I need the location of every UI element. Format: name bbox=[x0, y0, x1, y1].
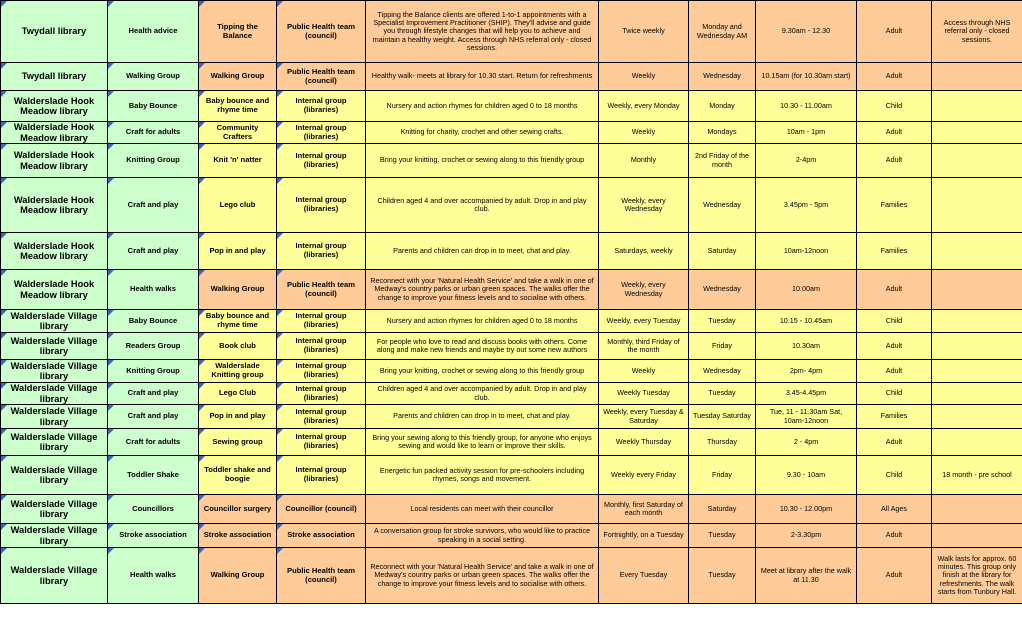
audience-cell[interactable]: Child bbox=[857, 310, 932, 333]
frequency-cell[interactable]: Weekly, every Tuesday bbox=[599, 310, 689, 333]
day-cell[interactable]: Tuesday bbox=[689, 548, 756, 604]
day-cell[interactable]: Thursday bbox=[689, 429, 756, 456]
frequency-cell[interactable]: Monthly bbox=[599, 144, 689, 178]
day-cell[interactable]: 2nd Friday of the month bbox=[689, 144, 756, 178]
table-row bbox=[1, 429, 1022, 456]
table-row bbox=[1, 270, 1022, 310]
notes-cell[interactable]: Access through NHS referral only - closed sessions. bbox=[932, 1, 1022, 63]
table-row bbox=[1, 333, 1022, 360]
category-cell[interactable]: Toddler Shake bbox=[108, 456, 199, 495]
category-cell[interactable]: Knitting Group bbox=[108, 360, 199, 383]
table-row bbox=[1, 1, 1022, 63]
description-cell[interactable]: Bring your knitting, crochet or sewing along to this friendly group bbox=[366, 144, 599, 178]
day-cell[interactable]: Friday bbox=[689, 456, 756, 495]
description-cell[interactable]: For people who love to read and discuss books with others. Come along and make new friends and maybe try out some new authors bbox=[366, 333, 599, 360]
frequency-cell[interactable]: Weekly, every Tuesday & Saturday bbox=[599, 405, 689, 429]
activity-name-cell[interactable]: Baby bounce and rhyme time bbox=[199, 91, 277, 122]
activity-name-cell[interactable]: Walking Group bbox=[199, 63, 277, 91]
frequency-cell[interactable]: Weekly bbox=[599, 63, 689, 91]
notes-cell[interactable] bbox=[932, 270, 1022, 310]
activity-name-cell[interactable]: Walking Group bbox=[199, 270, 277, 310]
audience-cell[interactable]: Adult bbox=[857, 548, 932, 604]
library-cell[interactable]: Walderslade Village library bbox=[1, 405, 108, 429]
time-cell[interactable]: 10.15am (for 10.30am start) bbox=[756, 63, 857, 91]
category-cell[interactable]: Councillors bbox=[108, 495, 199, 524]
audience-cell[interactable]: Child bbox=[857, 91, 932, 122]
activity-name-cell[interactable]: Lego Club bbox=[199, 383, 277, 405]
activity-name-cell[interactable]: Walking Group bbox=[199, 548, 277, 604]
library-cell[interactable]: Twydall library bbox=[1, 63, 108, 91]
activity-name-cell[interactable]: Toddler shake and boogie bbox=[199, 456, 277, 495]
audience-cell[interactable]: Families bbox=[857, 178, 932, 233]
audience-cell[interactable]: Adult bbox=[857, 63, 932, 91]
audience-cell[interactable]: Adult bbox=[857, 1, 932, 63]
notes-cell[interactable] bbox=[932, 333, 1022, 360]
audience-cell[interactable]: Child bbox=[857, 383, 932, 405]
table-row bbox=[1, 360, 1022, 383]
time-cell[interactable]: 3.45-4.45pm bbox=[756, 383, 857, 405]
organiser-cell[interactable]: Internal group (libraries) bbox=[277, 122, 366, 144]
notes-cell[interactable] bbox=[932, 524, 1022, 548]
notes-cell[interactable] bbox=[932, 63, 1022, 91]
organiser-cell[interactable]: Internal group (libraries) bbox=[277, 310, 366, 333]
description-cell[interactable]: Parents and children can drop in to meet, chat and play. bbox=[366, 405, 599, 429]
time-cell[interactable]: 10.30 - 12.00pm bbox=[756, 495, 857, 524]
category-cell[interactable]: Stroke association bbox=[108, 524, 199, 548]
notes-cell[interactable]: Walk lasts for approx. 60 minutes. This group only finish at the library for refreshments. The walk starts from Tunbury Hall. bbox=[932, 548, 1022, 604]
activity-name-cell[interactable]: Lego club bbox=[199, 178, 277, 233]
table-row bbox=[1, 495, 1022, 524]
category-cell[interactable]: Knitting Group bbox=[108, 144, 199, 178]
audience-cell[interactable]: Adult bbox=[857, 333, 932, 360]
frequency-cell[interactable]: Weekly every Friday bbox=[599, 456, 689, 495]
day-cell[interactable]: Friday bbox=[689, 333, 756, 360]
time-cell[interactable]: Tue, 11 - 11.30am Sat, 10am-12noon bbox=[756, 405, 857, 429]
day-cell[interactable]: Tuesday bbox=[689, 383, 756, 405]
day-cell[interactable]: Monday bbox=[689, 91, 756, 122]
audience-cell[interactable]: Adult bbox=[857, 144, 932, 178]
audience-cell[interactable]: Adult bbox=[857, 360, 932, 383]
organiser-cell[interactable]: Public Health team (council) bbox=[277, 63, 366, 91]
library-cell[interactable]: Walderslade Village library bbox=[1, 429, 108, 456]
organiser-cell[interactable]: Internal group (libraries) bbox=[277, 333, 366, 360]
time-cell[interactable]: 2-3.30pm bbox=[756, 524, 857, 548]
organiser-cell[interactable]: Internal group (libraries) bbox=[277, 360, 366, 383]
notes-cell[interactable] bbox=[932, 405, 1022, 429]
audience-cell[interactable]: Child bbox=[857, 456, 932, 495]
activity-name-cell[interactable]: Baby bounce and rhyme time bbox=[199, 310, 277, 333]
time-cell[interactable]: 2-4pm bbox=[756, 144, 857, 178]
frequency-cell[interactable]: Weekly, every Monday bbox=[599, 91, 689, 122]
description-cell[interactable]: Parents and children can drop in to meet, chat and play. bbox=[366, 233, 599, 270]
day-cell[interactable]: Saturday bbox=[689, 233, 756, 270]
activity-name-cell[interactable]: Stroke association bbox=[199, 524, 277, 548]
organiser-cell[interactable]: Internal group (libraries) bbox=[277, 91, 366, 122]
table-row bbox=[1, 310, 1022, 333]
frequency-cell[interactable]: Every Tuesday bbox=[599, 548, 689, 604]
time-cell[interactable]: 10am - 1pm bbox=[756, 122, 857, 144]
frequency-cell[interactable]: Fortnightly, on a Tuesday bbox=[599, 524, 689, 548]
frequency-cell[interactable]: Weekly Thursday bbox=[599, 429, 689, 456]
description-cell[interactable]: Energetic fun packed activity session for pre-schoolers including rhymes, songs and movement. bbox=[366, 456, 599, 495]
library-cell[interactable]: Walderslade Village library bbox=[1, 333, 108, 360]
organiser-cell[interactable]: Internal group (libraries) bbox=[277, 429, 366, 456]
description-cell[interactable]: Nursery and action rhymes for children aged 0 to 18 months bbox=[366, 310, 599, 333]
category-cell[interactable]: Health walks bbox=[108, 548, 199, 604]
table-row bbox=[1, 63, 1022, 91]
notes-cell[interactable] bbox=[932, 360, 1022, 383]
category-cell[interactable]: Craft and play bbox=[108, 383, 199, 405]
organiser-cell[interactable]: Internal group (libraries) bbox=[277, 456, 366, 495]
table-row bbox=[1, 122, 1022, 144]
notes-cell[interactable] bbox=[932, 122, 1022, 144]
category-cell[interactable]: Walking Group bbox=[108, 63, 199, 91]
category-cell[interactable]: Readers Group bbox=[108, 333, 199, 360]
time-cell[interactable]: 10.30 - 11.00am bbox=[756, 91, 857, 122]
description-cell[interactable]: Tipping the Balance clients are offered 1-to-1 appointments with a Specialist Improvement Practitioner (SHIP). They'll advise and guide you through lifestyle changes that will help you to achieve and maintain a healthy weight. Access through NHS referral only - closed sessions. bbox=[366, 1, 599, 63]
description-cell[interactable]: Bring your sewing along to this friendly group, for anyone who enjoys sewing and would like to learn or improve their skills. bbox=[366, 429, 599, 456]
activity-name-cell[interactable]: Sewing group bbox=[199, 429, 277, 456]
library-cell[interactable]: Walderslade Hook Meadow library bbox=[1, 122, 108, 144]
time-cell[interactable]: 2pm- 4pm bbox=[756, 360, 857, 383]
description-cell[interactable]: Bring your knitting, crochet or sewing along to this friendly group bbox=[366, 360, 599, 383]
table-row bbox=[1, 456, 1022, 495]
library-cell[interactable]: Walderslade Village library bbox=[1, 360, 108, 383]
time-cell[interactable]: 9.30am - 12.30 bbox=[756, 1, 857, 63]
time-cell[interactable]: 10.00am bbox=[756, 270, 857, 310]
audience-cell[interactable]: All Ages bbox=[857, 495, 932, 524]
time-cell[interactable]: 10.15 - 10.45am bbox=[756, 310, 857, 333]
frequency-cell[interactable]: Monthly, first Saturday of each month bbox=[599, 495, 689, 524]
activity-name-cell[interactable]: Book club bbox=[199, 333, 277, 360]
time-cell[interactable]: 2 - 4pm bbox=[756, 429, 857, 456]
organiser-cell[interactable]: Internal group (libraries) bbox=[277, 178, 366, 233]
day-cell[interactable]: Tuesday Saturday bbox=[689, 405, 756, 429]
table-row bbox=[1, 91, 1022, 122]
day-cell[interactable]: Monday and Wednesday AM bbox=[689, 1, 756, 63]
category-cell[interactable]: Health advice bbox=[108, 1, 199, 63]
notes-cell[interactable] bbox=[932, 178, 1022, 233]
audience-cell[interactable]: Adult bbox=[857, 270, 932, 310]
time-cell[interactable]: 10.30am bbox=[756, 333, 857, 360]
time-cell[interactable]: 3.45pm - 5pm bbox=[756, 178, 857, 233]
notes-cell[interactable] bbox=[932, 310, 1022, 333]
day-cell[interactable]: Wednesday bbox=[689, 63, 756, 91]
activity-name-cell[interactable]: Community Crafters bbox=[199, 122, 277, 144]
description-cell[interactable]: Children aged 4 and over accompanied by adult. Drop in and play club. bbox=[366, 383, 599, 405]
organiser-cell[interactable]: Internal group (libraries) bbox=[277, 383, 366, 405]
notes-cell[interactable] bbox=[932, 429, 1022, 456]
organiser-cell[interactable]: Internal group (libraries) bbox=[277, 405, 366, 429]
category-cell[interactable]: Craft and play bbox=[108, 178, 199, 233]
library-cell[interactable]: Walderslade Hook Meadow library bbox=[1, 178, 108, 233]
category-cell[interactable]: Craft for adults bbox=[108, 429, 199, 456]
library-cell[interactable]: Walderslade Village library bbox=[1, 383, 108, 405]
frequency-cell[interactable]: Saturdays, weekly bbox=[599, 233, 689, 270]
category-cell[interactable]: Baby Bounce bbox=[108, 310, 199, 333]
activity-name-cell[interactable]: Knit 'n' natter bbox=[199, 144, 277, 178]
time-cell[interactable]: 10am-12noon bbox=[756, 233, 857, 270]
table-row bbox=[1, 233, 1022, 270]
audience-cell[interactable]: Families bbox=[857, 405, 932, 429]
day-cell[interactable]: Saturday bbox=[689, 495, 756, 524]
frequency-cell[interactable]: Weekly, every Wednesday bbox=[599, 178, 689, 233]
organiser-cell[interactable]: Public Health team (council) bbox=[277, 1, 366, 63]
activity-name-cell[interactable]: Tipping the Balance bbox=[199, 1, 277, 63]
notes-cell[interactable]: 18 month - pre school bbox=[932, 456, 1022, 495]
category-cell[interactable]: Health walks bbox=[108, 270, 199, 310]
activity-name-cell[interactable]: Walderslade Knitting group bbox=[199, 360, 277, 383]
audience-cell[interactable]: Adult bbox=[857, 122, 932, 144]
audience-cell[interactable]: Adult bbox=[857, 524, 932, 548]
category-cell[interactable]: Craft and play bbox=[108, 233, 199, 270]
description-cell[interactable]: Children aged 4 and over accompanied by adult. Drop in and play club. bbox=[366, 178, 599, 233]
organiser-cell[interactable]: Internal group (libraries) bbox=[277, 144, 366, 178]
frequency-cell[interactable]: Weekly, every Wednesday bbox=[599, 270, 689, 310]
organiser-cell[interactable]: Stroke association bbox=[277, 524, 366, 548]
library-cell[interactable]: Walderslade Village library bbox=[1, 495, 108, 524]
day-cell[interactable]: Mondays bbox=[689, 122, 756, 144]
activity-name-cell[interactable]: Pop in and play bbox=[199, 405, 277, 429]
description-cell[interactable]: Nursery and action rhymes for children aged 0 to 18 months bbox=[366, 91, 599, 122]
frequency-cell[interactable]: Monthly, third Friday of the month bbox=[599, 333, 689, 360]
frequency-cell[interactable]: Weekly Tuesday bbox=[599, 383, 689, 405]
activity-name-cell[interactable]: Pop in and play bbox=[199, 233, 277, 270]
description-cell[interactable]: Knitting for charity, crochet and other sewing crafts. bbox=[366, 122, 599, 144]
category-cell[interactable]: Baby Bounce bbox=[108, 91, 199, 122]
notes-cell[interactable] bbox=[932, 383, 1022, 405]
day-cell[interactable]: Tuesday bbox=[689, 524, 756, 548]
organiser-cell[interactable]: Internal group (libraries) bbox=[277, 233, 366, 270]
table-row bbox=[1, 405, 1022, 429]
time-cell[interactable]: Meet at library after the walk at 11.30 bbox=[756, 548, 857, 604]
day-cell[interactable]: Wednesday bbox=[689, 178, 756, 233]
organiser-cell[interactable]: Public Health team (council) bbox=[277, 270, 366, 310]
description-cell[interactable]: Reconnect with your 'Natural Health Service' and take a walk in one of Medway's country parks or urban green spaces. The walks offer the change to improve your fitness levels and to socialise with others. bbox=[366, 548, 599, 604]
library-cell[interactable]: Walderslade Hook Meadow library bbox=[1, 270, 108, 310]
frequency-cell[interactable]: Weekly bbox=[599, 122, 689, 144]
table-row bbox=[1, 524, 1022, 548]
notes-cell[interactable] bbox=[932, 144, 1022, 178]
notes-cell[interactable] bbox=[932, 91, 1022, 122]
description-cell[interactable]: Reconnect with your 'Natural Health Service' and take a walk in one of Medway's country parks or urban green spaces. The walks offer the change to improve your fitness levels and to socialise with others. bbox=[366, 270, 599, 310]
table-row bbox=[1, 178, 1022, 233]
frequency-cell[interactable]: Twice weekly bbox=[599, 1, 689, 63]
frequency-cell[interactable]: Weekly bbox=[599, 360, 689, 383]
description-cell[interactable]: Local residents can meet with their councillor bbox=[366, 495, 599, 524]
activity-name-cell[interactable]: Councillor surgery bbox=[199, 495, 277, 524]
notes-cell[interactable] bbox=[932, 233, 1022, 270]
organiser-cell[interactable]: Councillor (council) bbox=[277, 495, 366, 524]
description-cell[interactable]: A conversation group for stroke survivors, who would like to practice speaking in a social setting. bbox=[366, 524, 599, 548]
day-cell[interactable]: Tuesday bbox=[689, 310, 756, 333]
audience-cell[interactable]: Adult bbox=[857, 429, 932, 456]
organiser-cell[interactable]: Public Health team (council) bbox=[277, 548, 366, 604]
library-cell[interactable]: Walderslade Hook Meadow library bbox=[1, 144, 108, 178]
category-cell[interactable]: Craft and play bbox=[108, 405, 199, 429]
library-cell[interactable]: Walderslade Village library bbox=[1, 548, 108, 604]
library-cell[interactable]: Walderslade Hook Meadow library bbox=[1, 91, 108, 122]
library-cell[interactable]: Walderslade Village library bbox=[1, 524, 108, 548]
library-cell[interactable]: Walderslade Village library bbox=[1, 456, 108, 495]
table-row bbox=[1, 548, 1022, 604]
library-cell[interactable]: Walderslade Village library bbox=[1, 310, 108, 333]
time-cell[interactable]: 9.30 - 10am bbox=[756, 456, 857, 495]
table-row bbox=[1, 383, 1022, 405]
library-cell[interactable]: Twydall library bbox=[1, 1, 108, 63]
day-cell[interactable]: Wednesday bbox=[689, 270, 756, 310]
library-cell[interactable]: Walderslade Hook Meadow library bbox=[1, 233, 108, 270]
day-cell[interactable]: Wednesday bbox=[689, 360, 756, 383]
description-cell[interactable]: Healthy walk- meets at library for 10.30 start. Return for refreshments bbox=[366, 63, 599, 91]
category-cell[interactable]: Craft for adults bbox=[108, 122, 199, 144]
table-row bbox=[1, 144, 1022, 178]
audience-cell[interactable]: Families bbox=[857, 233, 932, 270]
notes-cell[interactable] bbox=[932, 495, 1022, 524]
